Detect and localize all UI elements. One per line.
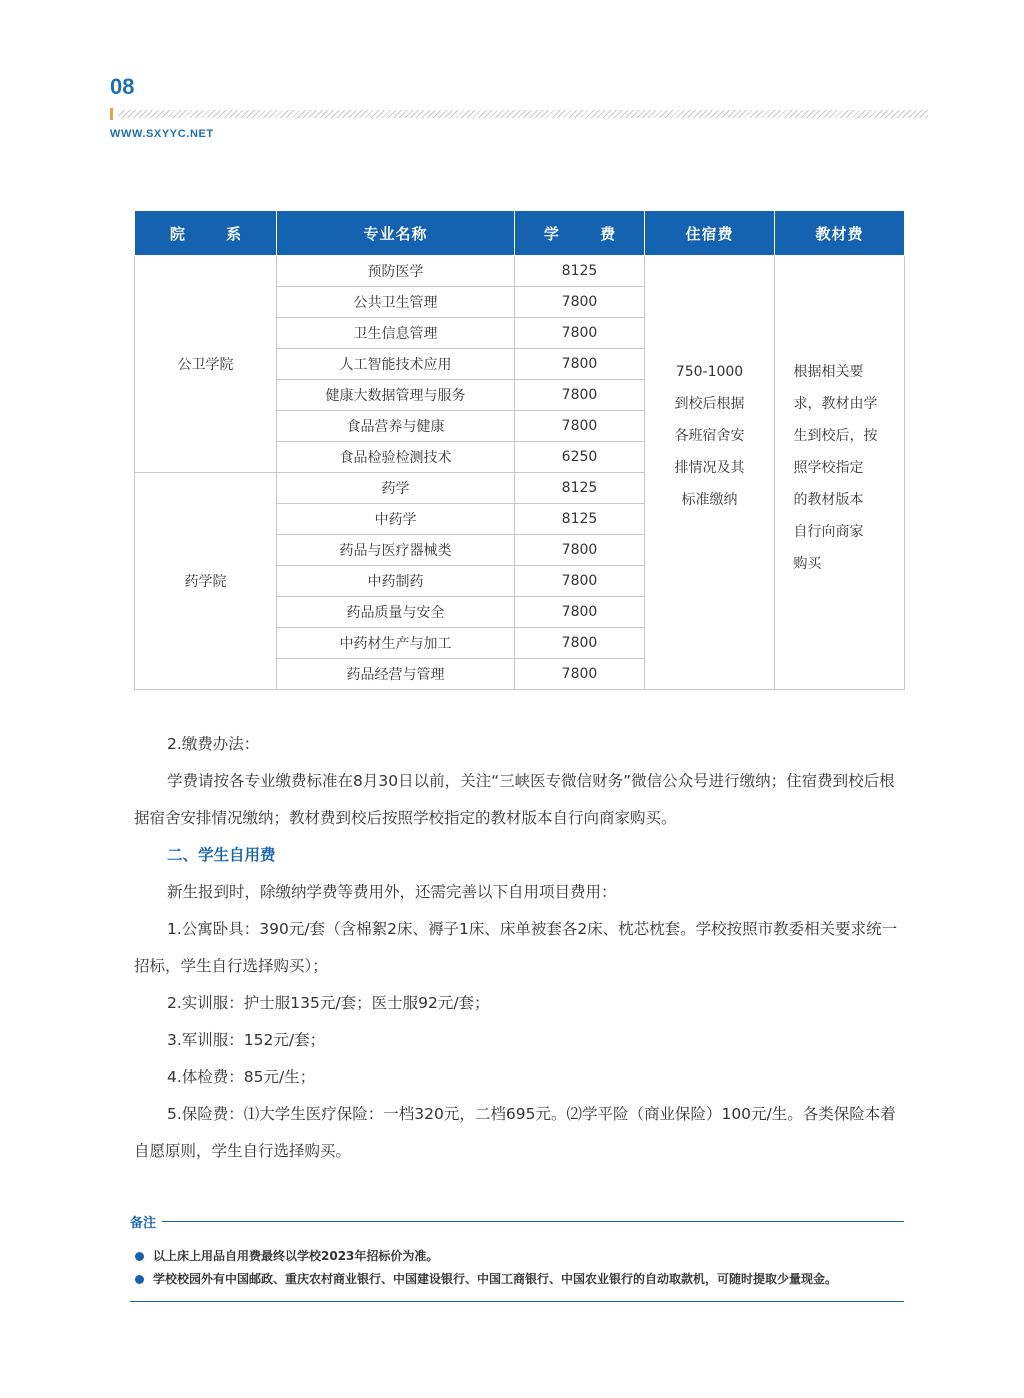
fee-item: 2.实训服：护士服135元/套；医士服92元/套；: [167, 994, 490, 1012]
notes-list: [130, 1245, 904, 1291]
note-text: 学校校园外有中国邮政、重庆农村商业银行、中国建设银行、中国工商银行、中国农业银行的自动取款机，可随时提取少量现金。: [153, 1272, 838, 1286]
section-title: 二、学生自用费: [167, 846, 276, 864]
tuition-cell: 7800: [515, 659, 645, 690]
fee-item: 3.军训服：152元/套；: [167, 1031, 326, 1049]
textbook-line: 的教材版本: [793, 492, 864, 508]
major-cell: 食品检验检测技术: [277, 442, 515, 473]
fee-item: 5.保险费：⑴大学生医疗保险：一档320元，二档695元。⑵学平险（商业保险）100元/生。各类保险本着自愿原则，学生自行选择购买。: [134, 1105, 896, 1160]
header-accent-bar: [110, 108, 113, 120]
textbook-line: 求，教材由学: [793, 396, 878, 412]
major-cell: 中药材生产与加工: [277, 628, 515, 659]
header-decoration: [110, 108, 928, 120]
accommodation-line: 标准缴纳: [681, 492, 738, 508]
textbook-cell: [775, 256, 905, 690]
header-tuition: 学 费: [515, 211, 645, 256]
accommodation-line: 到校后根据: [674, 396, 745, 412]
textbook-line: 购买: [793, 556, 822, 572]
accommodation-line: 各班宿舍安: [674, 428, 745, 444]
notes-header: [130, 1212, 904, 1231]
major-cell: 中药学: [277, 504, 515, 535]
major-cell: 药品与医疗器械类: [277, 535, 515, 566]
bullet-icon: [135, 1252, 144, 1261]
tuition-cell: 8125: [515, 256, 645, 287]
major-cell: 预防医学: [277, 256, 515, 287]
major-cell: 中药制药: [277, 566, 515, 597]
tuition-cell: 8125: [515, 504, 645, 535]
major-cell: 药学: [277, 473, 515, 504]
header-college: 院 系: [135, 211, 277, 256]
notes-divider: [162, 1221, 904, 1222]
major-cell: 药品质量与安全: [277, 597, 515, 628]
major-cell: 人工智能技术应用: [277, 349, 515, 380]
tuition-cell: 8125: [515, 473, 645, 504]
tuition-cell: 7800: [515, 628, 645, 659]
major-cell: 公共卫生管理: [277, 287, 515, 318]
header-hatch-line: [118, 110, 928, 118]
textbook-line: 自行向商家: [793, 524, 864, 540]
header-accommodation: 住宿费: [645, 211, 775, 256]
college-cell: 公卫学院: [135, 256, 277, 473]
accommodation-line: 排情况及其: [674, 460, 745, 476]
tuition-cell: 6250: [515, 442, 645, 473]
payment-text: 学费请按各专业缴费标准在8月30日以前，关注“三峡医专微信财务”微信公众号进行缴纳；住宿费到校后根据宿舍安排情况缴纳；教材费到校后按照学校指定的教材版本自行向商家购买。: [134, 772, 895, 827]
header-major: 专业名称: [277, 211, 515, 256]
textbook-line: 生到校后，按: [793, 428, 878, 444]
accommodation-line: 750-1000: [675, 364, 744, 380]
textbook-line: 照学校指定: [793, 460, 864, 476]
intro-text: 新生报到时，除缴纳学费等费用外，还需完善以下自用项目费用：: [167, 883, 617, 901]
note-item: [130, 1268, 904, 1291]
table-header-row: [135, 211, 905, 256]
tuition-cell: 7800: [515, 411, 645, 442]
fee-table: [134, 210, 905, 690]
website-url: WWW.SXYYC.NET: [110, 128, 214, 140]
header-textbook: 教材费: [775, 211, 905, 256]
college-cell: 药学院: [135, 473, 277, 690]
tuition-cell: 7800: [515, 318, 645, 349]
fee-item: 4.体检费：85元/生；: [167, 1068, 316, 1086]
table-row: [135, 256, 905, 287]
notes-label: 备注: [130, 1216, 157, 1231]
note-text: 以上床上用品自用费最终以学校2023年招标价为准。: [153, 1249, 439, 1263]
tuition-cell: 7800: [515, 380, 645, 411]
tuition-cell: 7800: [515, 597, 645, 628]
tuition-cell: 7800: [515, 566, 645, 597]
tuition-cell: 7800: [515, 349, 645, 380]
fee-item: 1.公寓卧具：390元/套（含棉絮2床、褥子1床、床单被套各2床、枕芯枕套。学校按照市教委相关要求统一招标，学生自行选择购买）；: [134, 920, 898, 975]
tuition-cell: 7800: [515, 287, 645, 318]
note-item: [130, 1245, 904, 1268]
major-cell: 食品营养与健康: [277, 411, 515, 442]
page-number: 08: [110, 74, 135, 99]
payment-heading: 2.缴费办法：: [167, 735, 260, 753]
major-cell: 健康大数据管理与服务: [277, 380, 515, 411]
notes-box: [130, 1212, 904, 1302]
bullet-icon: [135, 1275, 144, 1284]
notes-bottom-divider: [130, 1301, 904, 1302]
accommodation-cell: [645, 256, 775, 690]
body-text: [134, 726, 904, 1170]
textbook-line: 根据相关要: [793, 364, 864, 380]
major-cell: 卫生信息管理: [277, 318, 515, 349]
tuition-cell: 7800: [515, 535, 645, 566]
major-cell: 药品经营与管理: [277, 659, 515, 690]
